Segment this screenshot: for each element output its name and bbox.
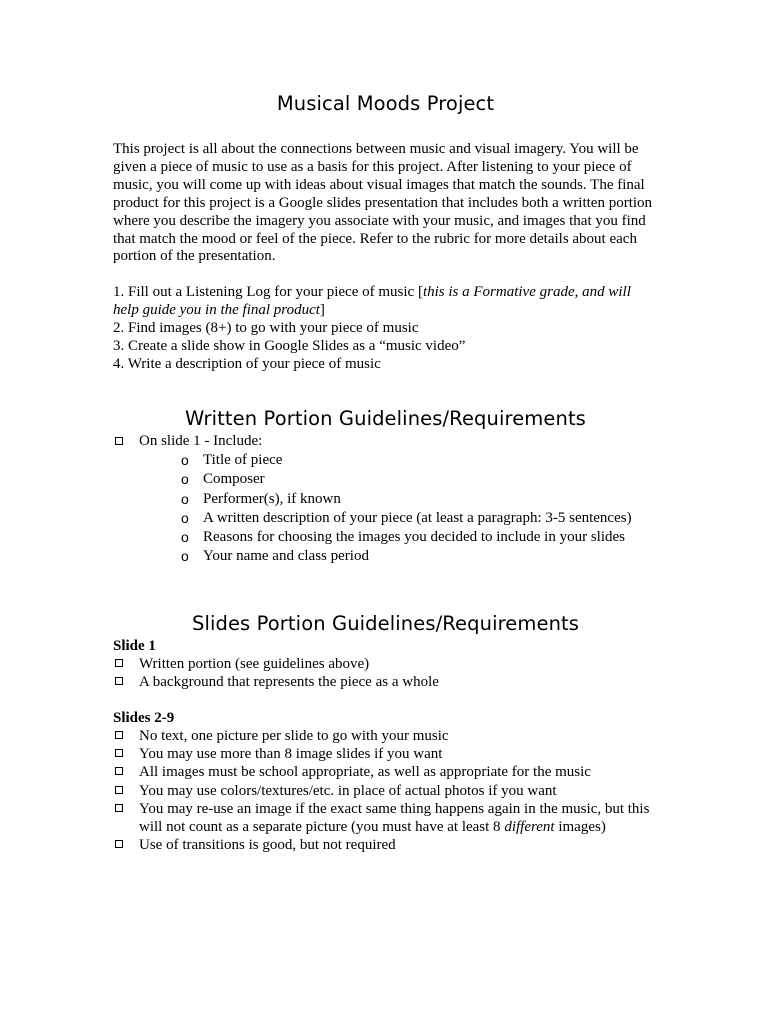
slides29-label: Slides 2-9: [113, 710, 175, 726]
sublist-item-label: Performer(s), if known: [203, 490, 341, 507]
sublist-item: [113, 451, 658, 470]
checkbox-icon: [115, 437, 123, 445]
step-3: 3. Create a slide show in Google Slides as a “music video”: [113, 337, 466, 354]
step-1-close: ]: [319, 301, 325, 318]
checkbox-icon: [115, 749, 123, 757]
sublist-item-label: A written description of your piece (at least a paragraph: 3-5 sentences): [203, 509, 632, 526]
sublist-item: [113, 547, 658, 566]
sublist-item: [113, 528, 658, 547]
checklist-item: [113, 745, 658, 763]
checklist-item-label: On slide 1 - Include:: [139, 433, 263, 449]
checklist-item-label: You may use more than 8 image slides if you want: [139, 746, 443, 763]
page-title: Musical Moods Project: [276, 92, 495, 115]
slide1-label: Slide 1: [113, 638, 156, 654]
written-checklist: [113, 433, 658, 567]
checklist-item: [113, 655, 658, 673]
checklist-item: [113, 673, 658, 691]
sublist-item: [113, 470, 658, 489]
checklist-item-label: You may use colors/textures/etc. in place of actual photos if you want: [139, 782, 557, 799]
sublist-item: [113, 490, 658, 509]
reuse-emphasis: different: [504, 819, 555, 836]
checklist-item: [113, 727, 658, 745]
sublist-item-label: Composer: [203, 471, 265, 488]
checklist-item: [113, 433, 658, 451]
checklist-item-label: Written portion (see guidelines above): [139, 656, 370, 672]
checkbox-icon: [115, 731, 123, 739]
intro-paragraph: This project is all about the connections between music and visual imagery. You will be given a piece of music to use as a basis for this project. After listening to your piece of music, you will come up with ideas about visual images that match the sounds. The final product for this project is a Google slides presentation that includes both a written portion where you describe the imagery you associate with your music, and images that you find that match the mood or feel of the piece. Refer to the rubric for more details about each portion of the presentation.: [113, 141, 653, 265]
written-sublist: [113, 451, 658, 567]
sublist-item-label: Title of piece: [203, 451, 283, 468]
slide1-checklist: [113, 655, 658, 691]
checkbox-icon: [115, 659, 123, 667]
checklist-item: [113, 763, 658, 781]
checklist-item: [113, 782, 658, 800]
slides29-checklist: [113, 727, 658, 800]
checkbox-icon: [115, 786, 123, 794]
circle-bullet-icon: o: [181, 451, 189, 468]
checklist-item-label: All images must be school appropriate, as well as appropriate for the music: [139, 764, 591, 781]
step-2: 2. Find images (8+) to go with your piece of music: [113, 319, 419, 336]
sublist-item-label: Your name and class period: [203, 548, 369, 565]
checkbox-icon: [115, 677, 123, 685]
slides29-section: [113, 709, 658, 854]
sublist-item: [113, 509, 658, 528]
checkbox-icon: [115, 804, 123, 812]
circle-bullet-icon: o: [181, 548, 189, 565]
written-section-heading: Written Portion Guidelines/Requirements: [185, 407, 586, 430]
checklist-item-reuse: [113, 800, 658, 836]
circle-bullet-icon: o: [181, 471, 189, 488]
slide1-section: [113, 637, 658, 691]
step-4: 4. Write a description of your piece of music: [113, 355, 381, 372]
checklist-item-label: No text, one picture per slide to go with your music: [139, 728, 449, 744]
step-1: [113, 284, 658, 320]
reuse-text: You may re-use an image if the exact same thing happens again in the music, but this will not count as a separate picture (you must have at least 8: [139, 800, 650, 836]
circle-bullet-icon: o: [181, 490, 189, 507]
step-1-note: this is a Formative grade, and will help guide you in the final product: [113, 284, 631, 318]
reuse-text-end: images): [554, 819, 606, 836]
checklist-item-label: A background that represents the piece as a whole: [139, 674, 439, 691]
transitions-text: Use of transitions is good, but not required: [139, 837, 396, 854]
project-steps: [113, 284, 658, 374]
step-1-text: 1. Fill out a Listening Log for your piece of music [: [113, 284, 423, 300]
circle-bullet-icon: o: [181, 529, 189, 546]
sublist-item-label: Reasons for choosing the images you decided to include in your slides: [203, 529, 625, 546]
checkbox-icon: [115, 840, 123, 848]
circle-bullet-icon: o: [181, 509, 189, 526]
slides-section-heading: Slides Portion Guidelines/Requirements: [191, 612, 580, 635]
checklist-item-transitions: [113, 836, 658, 854]
checkbox-icon: [115, 767, 123, 775]
